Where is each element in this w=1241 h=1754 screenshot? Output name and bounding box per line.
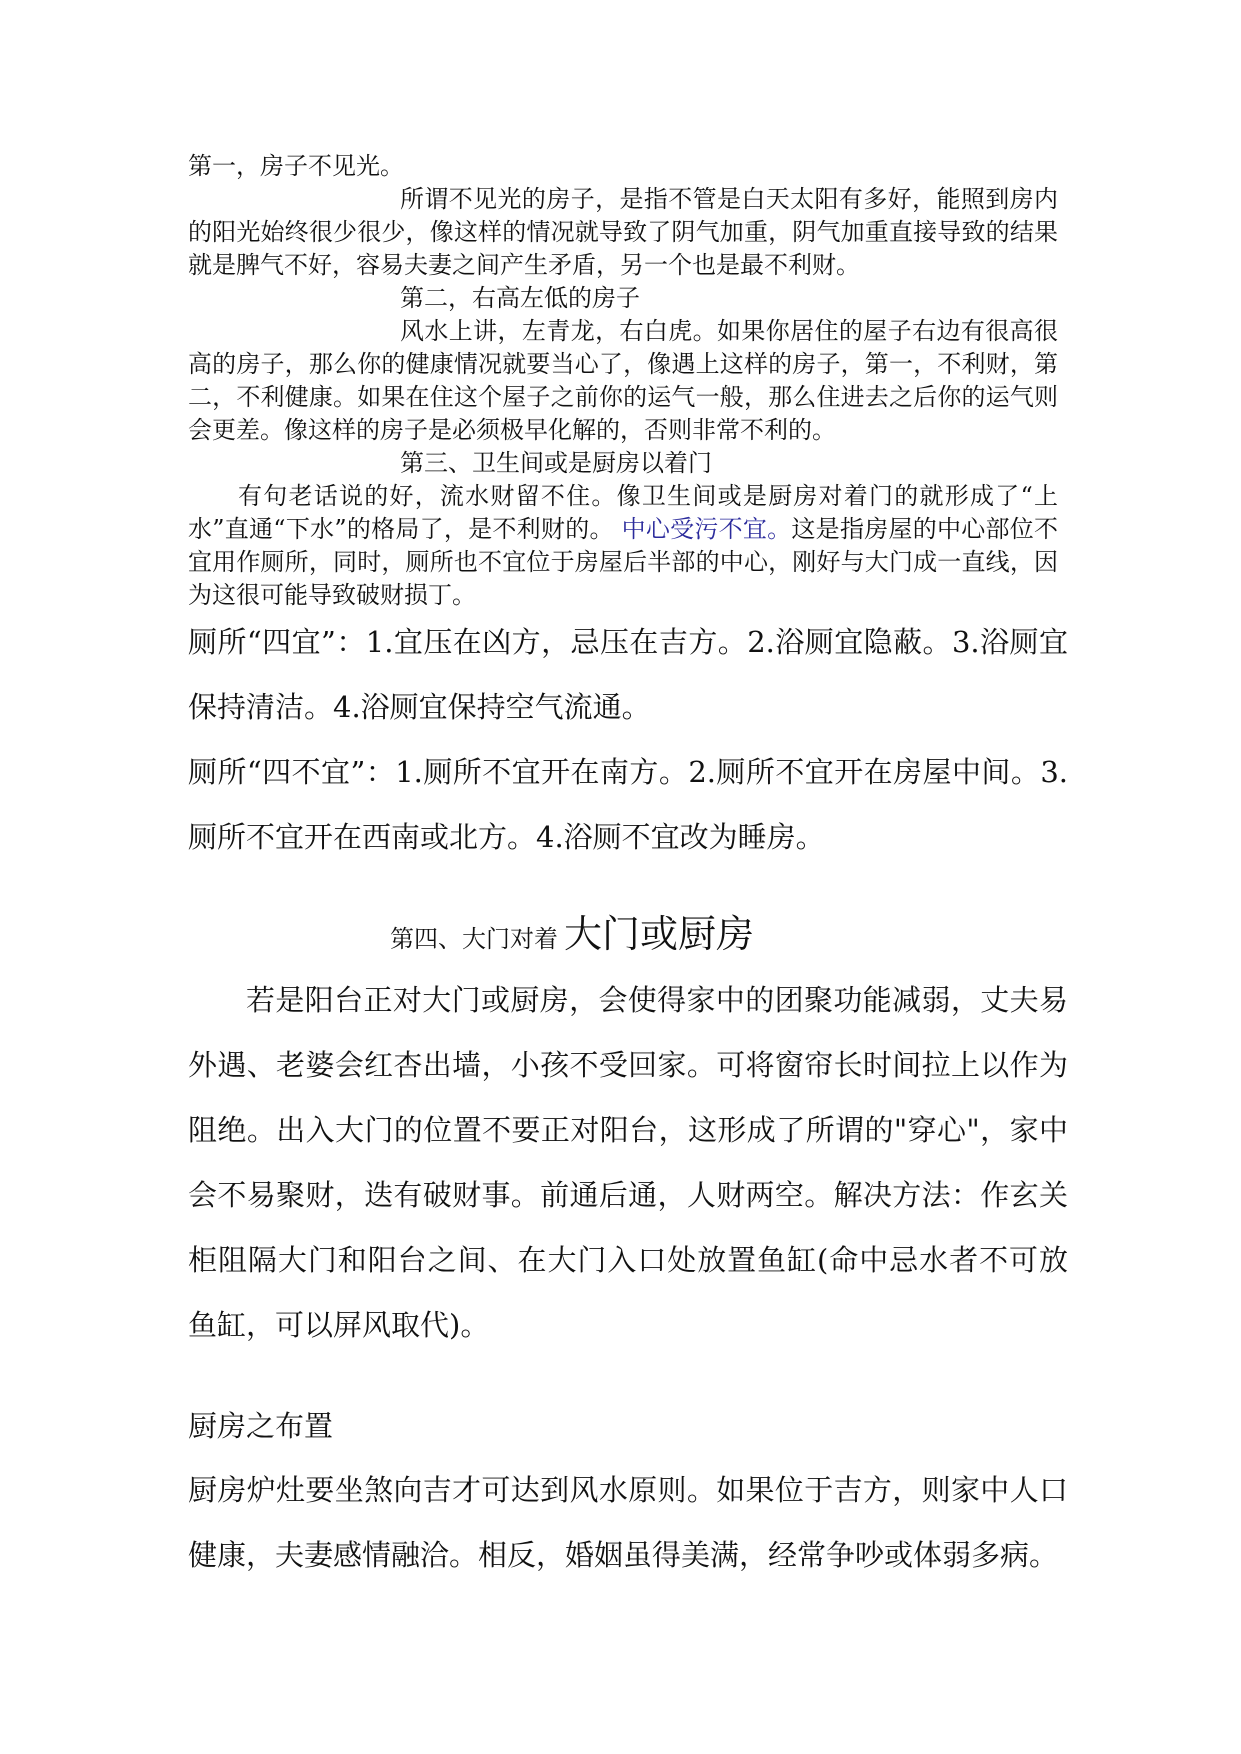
section-4-body: 若是阳台正对大门或厨房，会使得家中的团聚功能减弱，丈夫易外遇、老婆会红杏出墙，小孩不受回家。可将窗帘长时间拉上以作为阻绝。出入大门的位置不要正对阳台，这形成了所谓的"穿心"，家中会不易聚财，迭有破财事。前通后通，人财两空。解决方法：作玄关柜阻隔大门和阳台之间、在大门入口处放置鱼缸(命中忌水者不可放鱼缸，可以屏风取代)。 xyxy=(188,983,1068,1342)
kitchen-section-title: 厨房之布置 xyxy=(188,1409,334,1443)
section-1-body: 所谓不见光的房子，是指不管是白天太阳有多好，能照到房内的阳光始终很少很少，像这样的情况就导致了阴气加重，阴气加重直接导致的结果就是脾气不好，容易夫妻之间产生矛盾，另一个也是最不利财。 xyxy=(188,185,1058,279)
section-3-body-text-b: 这是指房屋的中心部位不宜用作厕所，同时，厕所也不宜位于房屋后半部的中心，刚好与大门成一直线，因为这很可能导致破财损丁。 xyxy=(188,515,1059,609)
toilet-four-suitable: 厕所“四宜”：1.宜压在凶方，忌压在吉方。2.浴厕宜隐蔽。3.浴厕宜保持清洁。4.浴厕宜保持空气流通。 xyxy=(188,625,1068,724)
section-3-body-text-a: 有句老话说的好，流水财留不住。像卫生间或是厨房对着门的就形成了“上水”直通“下水”的格局了，是不利财的。 xyxy=(188,482,1058,543)
section-4-heading-small: 第四、大门对着 xyxy=(390,925,558,953)
section-3-title: 第三、卫生间或是厨房以着门 xyxy=(400,449,712,477)
kitchen-section-body: 厨房炉灶要坐煞向吉才可达到风水原则。如果位于吉方，则家中人口健康，夫妻感情融洽。相反，婚姻虽得美满，经常争吵或体弱多病。 xyxy=(188,1473,1068,1572)
section-1-title: 第一，房子不见光。 xyxy=(188,152,404,180)
section-2-body: 风水上讲，左青龙，右白虎。如果你居住的屋子右边有很高很高的房子，那么你的健康情况就要当心了，像遇上这样的房子，第一，不利财，第二，不利健康。如果在住这个屋子之前你的运气一般，那么住进去之后你的运气则会更差。像这样的房子是必须极早化解的，否则非常不利的。 xyxy=(188,317,1058,444)
section-4-heading-large: 大门或厨房 xyxy=(564,912,755,956)
section-4-heading xyxy=(390,904,754,969)
toilet-four-unsuitable: 厕所“四不宜”：1.厕所不宜开在南方。2.厕所不宜开在房屋中间。3.厕所不宜开在西南或北方。4.浴厕不宜改为睡房。 xyxy=(188,755,1068,854)
section-3-body xyxy=(188,480,1058,612)
section-3-link-text: 中心受污不宜。 xyxy=(621,515,792,543)
section-2-title: 第二，右高左低的房子 xyxy=(400,284,640,312)
